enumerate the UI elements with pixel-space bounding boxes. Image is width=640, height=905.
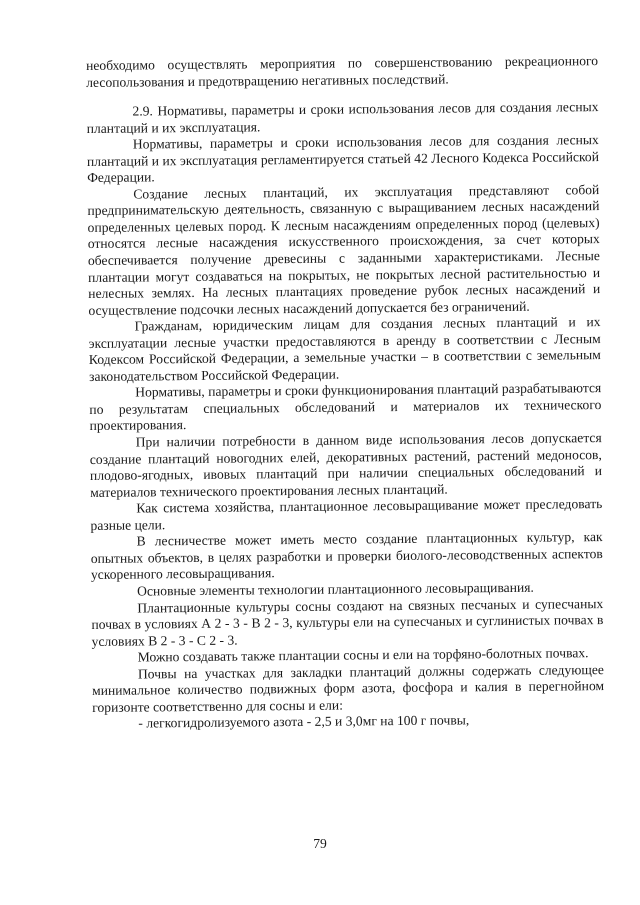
section-heading: 2.9. Нормативы, параметры и сроки использования лесов для создания лесных плантаций и их эксплуатация. xyxy=(86,99,599,136)
paragraph: Гражданам, юридическим лицам для создания лесных плантаций и их эксплуатации лесные участки предоставляются в аренду в соответствии с Лесным Кодексом Российской Федерации, а земельные участки – в соответствии с земельным законодательством Российской Федерации. xyxy=(88,314,601,384)
paragraph: Плантационные культуры сосны создают на связных песчаных и супесчаных почвах в условиях А 2 - 3 - В 2 - 3, культуры ели на супесчаных и суглинистых почвах в условиях В 2 - 3 - С 2 - 3. xyxy=(91,595,604,649)
list-item: - легкогидролизуемого азота - 2,5 и 3,0мг на 100 г почвы, xyxy=(138,712,470,731)
paragraph: Создание лесных плантаций, их эксплуатация представляют собой предпринимательскую деятельность, связанную с выращиванием лесных насаждений определенных целевых пород. К лесным насаждениям определенных пород (целевых) относятся лесные насаждения искусственного происхождения, за счет которых обеспечивается получение древесины с заданными характеристиками. Лесные плантации могут создаваться на покрытых, не покрытых лесной растительностью и нелесных землях. На лесных плантациях проведение рубок лесных насаждений и осуществление подсочки лесных насаждений допускается без ограничений. xyxy=(87,181,601,318)
paragraph: При наличии потребности в данном виде использования лесов допускается создание плантаций новогодних елей, декоративных растений, растений медоносов, плодово-ягодных, ивовых плантаций при наличии специальных обследований и материалов технического проектирования лесных плантаций. xyxy=(89,430,603,500)
page-number: 79 xyxy=(313,836,327,851)
paragraph: Основные элементы технологии плантационного лесовыращивания. xyxy=(137,579,534,599)
paragraph: В лесничестве может иметь место создание плантационных культур, как опытных объектов, в целях разработки и проверки биолого-лесоводственных аспектов ускоренного лесовыращивания. xyxy=(90,529,603,583)
paragraph: Почвы на участках для закладки плантаций должны содержать следующее минимальное количество подвижных форм азота, фосфора и калия в перегнойном горизонте соответственно для сосны и ели: xyxy=(92,661,605,715)
paragraph: Можно создавать также плантации сосны и ели на торфяно-болотных почвах. xyxy=(137,645,589,665)
paragraph: Нормативы, параметры и сроки использования лесов для создания лесных плантаций и их эксплуатация регламентируется статьей 42 Лесного Кодекса Российской Федерации. xyxy=(86,132,600,186)
paragraph: Нормативы, параметры и сроки функционирования плантаций разрабатываются по результатам специальных обследований и материалов их технического проектирования. xyxy=(89,380,602,434)
paragraph-continuation: необходимо осуществлять мероприятия по совершенствованию рекреационного лесопользования и предотвращению негативных последствий. xyxy=(86,53,599,90)
paragraph: Как система хозяйства, плантационное лесовыращивание может преследовать разные цели. xyxy=(90,496,603,533)
page-body xyxy=(86,53,604,733)
